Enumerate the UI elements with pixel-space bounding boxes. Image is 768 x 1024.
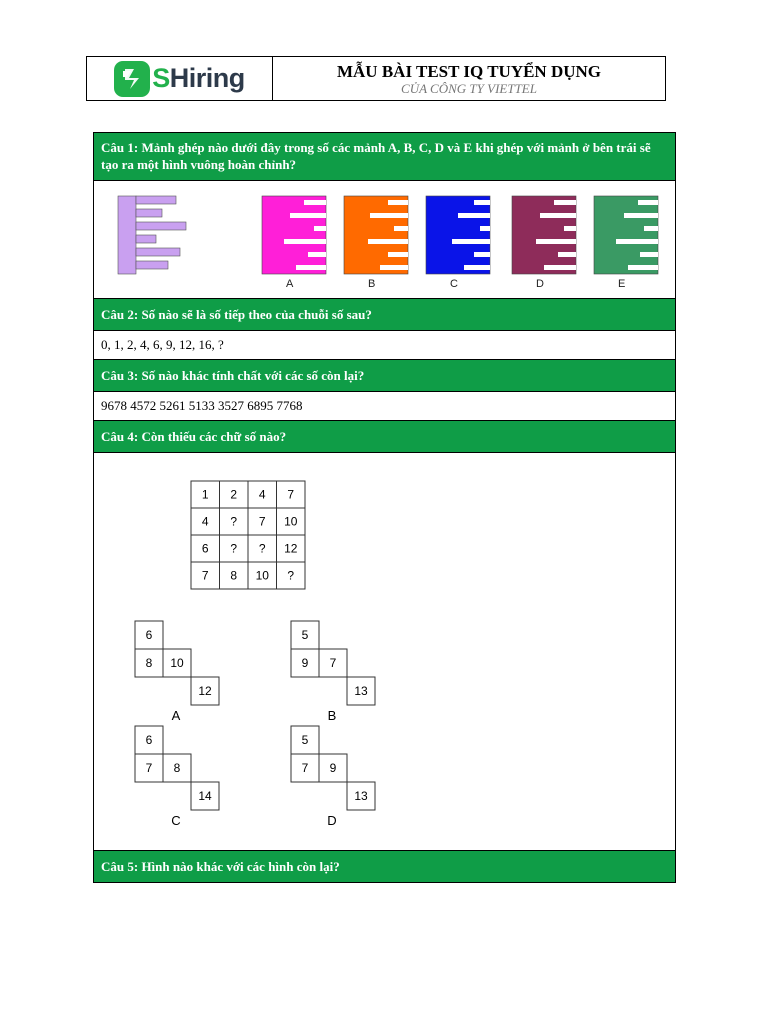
grid-cell-value: 7 xyxy=(258,514,266,529)
option-cell-value: 10 xyxy=(170,656,184,670)
document-header xyxy=(86,56,666,101)
option-b xyxy=(291,621,375,723)
puzzle-option-label: C xyxy=(450,278,458,290)
grid-cell-value: 1 xyxy=(201,487,209,502)
questions-table xyxy=(93,132,676,883)
grid-cell-value: ? xyxy=(258,541,266,556)
option-a xyxy=(135,621,219,723)
option-cell-value: 7 xyxy=(145,761,153,775)
option-cell-value: 6 xyxy=(145,628,153,642)
logo-text-rest: Hiring xyxy=(169,63,245,93)
question-5-title: Câu 5: Hình nào khác với các hình còn lại? xyxy=(94,850,675,882)
document-title: MẪU BÀI TEST IQ TUYỂN DỤNG xyxy=(336,61,602,81)
option-cell-value: 12 xyxy=(198,684,212,698)
question-4-figure xyxy=(94,452,675,850)
option-cell-value: 8 xyxy=(145,656,153,670)
option-label: A xyxy=(171,708,181,723)
option-cell-value: 5 xyxy=(301,628,309,642)
logo-text xyxy=(152,63,245,94)
title-cell xyxy=(273,57,665,100)
option-cell-value: 5 xyxy=(301,733,309,747)
option-cell-value: 13 xyxy=(354,684,368,698)
logo-cell xyxy=(87,57,273,100)
puzzle-option-a xyxy=(262,196,326,290)
grid-cell-value: 10 xyxy=(284,514,298,529)
grid-cell-value: 12 xyxy=(284,541,298,556)
option-d xyxy=(291,726,375,828)
grid-cell-value: 6 xyxy=(201,541,209,556)
question-3-body: 9678 4572 5261 5133 3527 6895 7768 xyxy=(94,391,675,420)
option-cell-value: 7 xyxy=(329,656,337,670)
shiring-logo-mark-icon xyxy=(114,61,150,97)
puzzle-option-label: A xyxy=(286,278,294,290)
option-cell-value: 6 xyxy=(145,733,153,747)
puzzle-option-label: D xyxy=(536,278,544,290)
question-3-title: Câu 3: Số nào khác tính chất với các số còn lại? xyxy=(94,359,675,391)
option-cell-value: 9 xyxy=(301,656,309,670)
grid-cell-value: 2 xyxy=(230,487,238,502)
question-4-title: Câu 4: Còn thiếu các chữ số nào? xyxy=(94,420,675,452)
grid-cell-value: 4 xyxy=(201,514,209,529)
logo-text-s: S xyxy=(152,63,170,93)
question-2-body: 0, 1, 2, 4, 6, 9, 12, 16, ? xyxy=(94,330,675,359)
question-1-figure xyxy=(94,180,675,298)
grid-cell-value: 7 xyxy=(201,568,209,583)
grid-cell-value: 7 xyxy=(287,487,295,502)
option-label: D xyxy=(327,813,337,828)
grid-cell-value: 10 xyxy=(255,568,269,583)
number-grid xyxy=(191,481,305,589)
option-cell-value: 8 xyxy=(173,761,181,775)
option-cell-value: 13 xyxy=(354,789,368,803)
puzzle-option-e xyxy=(594,196,658,290)
puzzle-option-b xyxy=(344,196,408,290)
option-c xyxy=(135,726,219,828)
base-puzzle-piece xyxy=(118,196,186,274)
option-label: B xyxy=(327,708,337,723)
puzzle-option-c xyxy=(426,196,490,290)
question-1-title: Câu 1: Mảnh ghép nào dưới đây trong số các mảnh A, B, C, D và E khi ghép với mảnh ở bên trái sẽ tạo ra một hình vuông hoàn chỉnh? xyxy=(94,133,675,180)
grid-cell-value: ? xyxy=(287,568,295,583)
option-cell-value: 7 xyxy=(301,761,309,775)
puzzle-option-label: E xyxy=(618,278,626,290)
shiring-logo xyxy=(114,61,245,97)
puzzle-pieces-figure xyxy=(94,181,675,298)
grid-cell-value: ? xyxy=(230,514,238,529)
grid-cell-value: 4 xyxy=(258,487,266,502)
document-subtitle: CỦA CÔNG TY VIETTEL xyxy=(401,80,537,96)
puzzle-option-label: B xyxy=(368,278,376,290)
puzzle-option-d xyxy=(512,196,576,290)
grid-cell-value: ? xyxy=(230,541,238,556)
number-grid-figure xyxy=(94,453,675,850)
option-label: C xyxy=(171,813,181,828)
option-cell-value: 9 xyxy=(329,761,337,775)
option-cell-value: 14 xyxy=(198,789,212,803)
grid-cell-value: 8 xyxy=(230,568,238,583)
question-2-title: Câu 2: Số nào sẽ là số tiếp theo của chuỗi số sau? xyxy=(94,298,675,330)
